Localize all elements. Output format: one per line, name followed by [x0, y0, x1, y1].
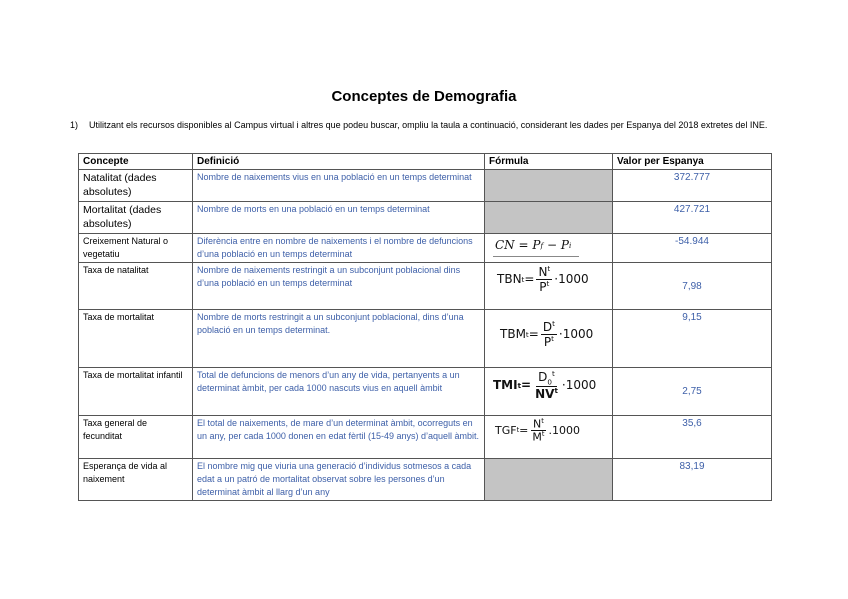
row-definition: El total de naixements, de mare d’un determinat àmbit, ocorreguts en un any, per cada 1000 donen en edat fèrtil (15-49 anys) d’aquell àmbit. — [193, 416, 485, 459]
row-concept: Esperança de vida al naixement — [79, 459, 193, 501]
formula-sup: t — [541, 430, 545, 439]
formula-term: P — [532, 238, 541, 252]
formula-sup: t — [551, 333, 554, 343]
formula-sup: t — [525, 329, 529, 339]
row-concept: Creixement Natural o vegetatiu — [79, 234, 193, 263]
row-value: 83,19 — [613, 459, 772, 501]
formula-sup: t — [552, 319, 555, 328]
formula-eq: = — [518, 238, 529, 252]
row-value: -54.944 — [613, 234, 772, 263]
formula-sup: t — [554, 385, 558, 395]
row-value: 372.777 — [613, 170, 772, 202]
page-title: Conceptes de Demografia — [331, 88, 517, 105]
formula-sub: i — [568, 241, 572, 250]
row-formula — [485, 234, 613, 263]
formula-sub: 0 — [547, 377, 552, 387]
formula-tbm — [500, 320, 593, 348]
header-formula: Fórmula — [485, 154, 613, 170]
formula-sup: t — [541, 417, 544, 425]
table-row — [79, 416, 772, 459]
row-concept: Natalitat (dades absolutes) — [79, 170, 193, 202]
formula-lhs: CN — [495, 238, 515, 252]
row-concept: Mortalitat (dades absolutes) — [79, 202, 193, 234]
formula-eq: = — [528, 326, 539, 341]
row-formula — [485, 368, 613, 416]
instruction-text: Utilitzant els recursos disponibles al Campus virtual i altres que podeu buscar, ompliu la taula a continuació, considerant les dades per Espanya del 2018 extretes del INE. — [89, 120, 768, 130]
formula-fraction — [536, 265, 552, 293]
formula-underline — [493, 256, 579, 257]
formula-sup: t — [516, 426, 520, 435]
formula-sub: f — [540, 241, 544, 250]
demography-table — [78, 153, 772, 501]
formula-lhs: TGF — [495, 424, 517, 438]
header-definition: Definició — [193, 154, 485, 170]
formula-fraction — [541, 320, 557, 348]
formula-tmi — [493, 370, 596, 401]
formula-eq: = — [519, 424, 529, 438]
row-formula-empty — [485, 202, 613, 234]
table-row — [79, 263, 772, 310]
formula-fraction — [530, 418, 546, 443]
formula-sup: t — [551, 369, 555, 378]
row-formula — [485, 310, 613, 368]
row-value: 7,98 — [613, 263, 772, 310]
formula-den: P — [539, 279, 547, 294]
formula-lhs: TBN — [497, 271, 522, 286]
row-formula — [485, 416, 613, 459]
row-definition: Nombre de naixements restringit a un subconjunt poblacional dins d’una població en un temps determinat — [193, 263, 485, 310]
row-definition: El nombre mig que viuria una generació d’individus sotmesos a cada edat a un patró de mortalitat observat sobre les persones d’un determinat àmbit al llarg d’un any — [193, 459, 485, 501]
formula-mult: ·1000 — [558, 326, 594, 341]
formula-sup: t — [546, 278, 550, 288]
formula-lhs: TBM — [500, 326, 526, 341]
table-row — [79, 310, 772, 368]
formula-sup: t — [547, 264, 551, 273]
formula-mult: .1000 — [548, 424, 580, 438]
row-formula — [485, 263, 613, 310]
formula-sup: t — [517, 380, 522, 390]
row-value: 427.721 — [613, 202, 772, 234]
table-row — [79, 170, 772, 202]
row-value: 2,75 — [613, 368, 772, 416]
formula-den: M — [532, 430, 542, 444]
table-row — [79, 368, 772, 416]
table-row — [79, 202, 772, 234]
row-concept: Taxa de natalitat — [79, 263, 193, 310]
formula-tgf — [495, 418, 580, 443]
table-header-row — [79, 154, 772, 170]
formula-sup: t — [521, 274, 525, 284]
row-definition: Nombre de naixements vius en una població en un temps determinat — [193, 170, 485, 202]
formula-lhs: TMI — [493, 377, 518, 392]
formula-num: N — [533, 417, 542, 431]
formula-term: P — [560, 238, 569, 252]
formula-mult: ·1000 — [554, 271, 589, 286]
table-row — [79, 459, 772, 501]
formula-fraction — [533, 370, 560, 401]
formula-cn — [495, 239, 571, 252]
formula-mult: ·1000 — [561, 377, 597, 392]
header-concept: Concepte — [79, 154, 193, 170]
row-formula-empty — [485, 459, 613, 501]
row-definition: Diferència entre en nombre de naixements i el nombre de defuncions d’una població en un temps determinat — [193, 234, 485, 263]
header-value: Valor per Espanya — [613, 154, 772, 170]
row-definition: Nombre de morts restringit a un subconjunt poblacional, dins d’una població en un temps determinat. — [193, 310, 485, 368]
formula-num: D — [538, 370, 548, 384]
formula-den: P — [543, 334, 552, 349]
row-value: 35,6 — [613, 416, 772, 459]
row-concept: Taxa de mortalitat infantil — [79, 368, 193, 416]
row-formula-empty — [485, 170, 613, 202]
formula-den: NV — [535, 386, 555, 401]
row-definition: Nombre de morts en una població en un temps determinat — [193, 202, 485, 234]
formula-num: D — [542, 320, 553, 334]
formula-eq: = — [521, 377, 532, 392]
row-definition: Total de defuncions de menors d’un any de vida, pertanyents a un determinat àmbit, per cada 1000 nascuts vius en aquell àmbit — [193, 368, 485, 416]
formula-minus: − — [546, 238, 558, 252]
row-value: 9,15 — [613, 310, 772, 368]
formula-tbn — [497, 265, 589, 293]
instruction-number: 1) — [70, 120, 79, 130]
row-concept: Taxa de mortalitat — [79, 310, 193, 368]
row-concept: Taxa general de fecunditat — [79, 416, 193, 459]
formula-eq: = — [524, 271, 535, 286]
table-row — [79, 234, 772, 263]
formula-num: N — [538, 265, 548, 279]
